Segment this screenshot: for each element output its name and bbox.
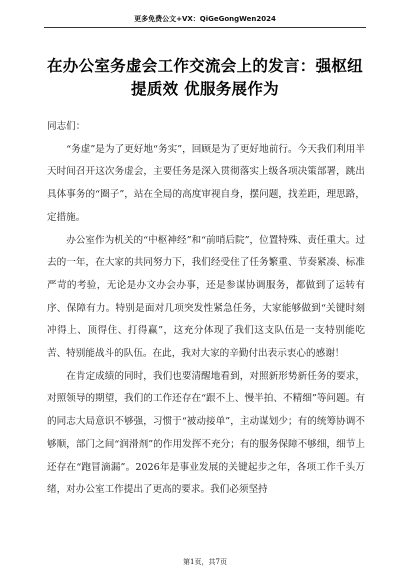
title-line-1: 在办公室务虚会工作交流会上的发言：强枢纽	[46, 57, 363, 75]
paragraph-1: “务虚”是为了更好地“务实”，回顾是为了更好地前行。今天我们利用半天时间召开这次务虚会，主要任务是深入贯彻落实上级各项决策部署，跳出具体事务的“圈子”，站在全局的高度审视自身，摆问题，找差距，理思路，定措施。	[47, 143, 365, 223]
document-title	[40, 55, 370, 101]
title-line-2: 提质效 优服务展作为	[131, 80, 279, 98]
paragraph-2: 办公室作为机关的“中枢神经”和“前哨后院”，位置特殊、责任重大。过去的一年，在大家的共同努力下，我们经受住了任务繁重、节奏紧凑、标准严苛的考验，无论是办文办会办事，还是参谋协调服务，都做到了运转有序、保障有力。特别是面对几项突发性紧急任务，大家能够做到“关键时刻冲得上、顶得住、打得赢”，这充分体现了我们这支队伍是一支特别能吃苦、特别能战斗的队伍。在此，我对大家的辛勤付出表示衷心的感谢！	[47, 234, 365, 360]
document-body	[47, 116, 365, 502]
page-header: 更多免费公文+VX：QiGeGongWen2024	[134, 15, 276, 23]
salutation: 同志们：	[47, 121, 86, 132]
header-divider	[44, 27, 366, 28]
paragraph-3: 在肯定成绩的同时，我们也要清醒地看到，对照新形势新任务的要求，对照领导的期望，我们的工作还存在“跟不上、慢半拍、不精细”等问题。有的同志大局意识不够强，习惯于“被动接单”，主动谋划少；有的统筹协调不够顺，部门之间“润滑剂”的作用发挥不充分；有的服务保障不够细，细节上还存在“跑冒滴漏”。2026年是事业发展的关键起步之年，各项工作千头万绪，对办公室工作提出了更高的要求。我们必须坚持	[47, 370, 365, 496]
page-number: 第1页，共7页	[183, 558, 227, 566]
